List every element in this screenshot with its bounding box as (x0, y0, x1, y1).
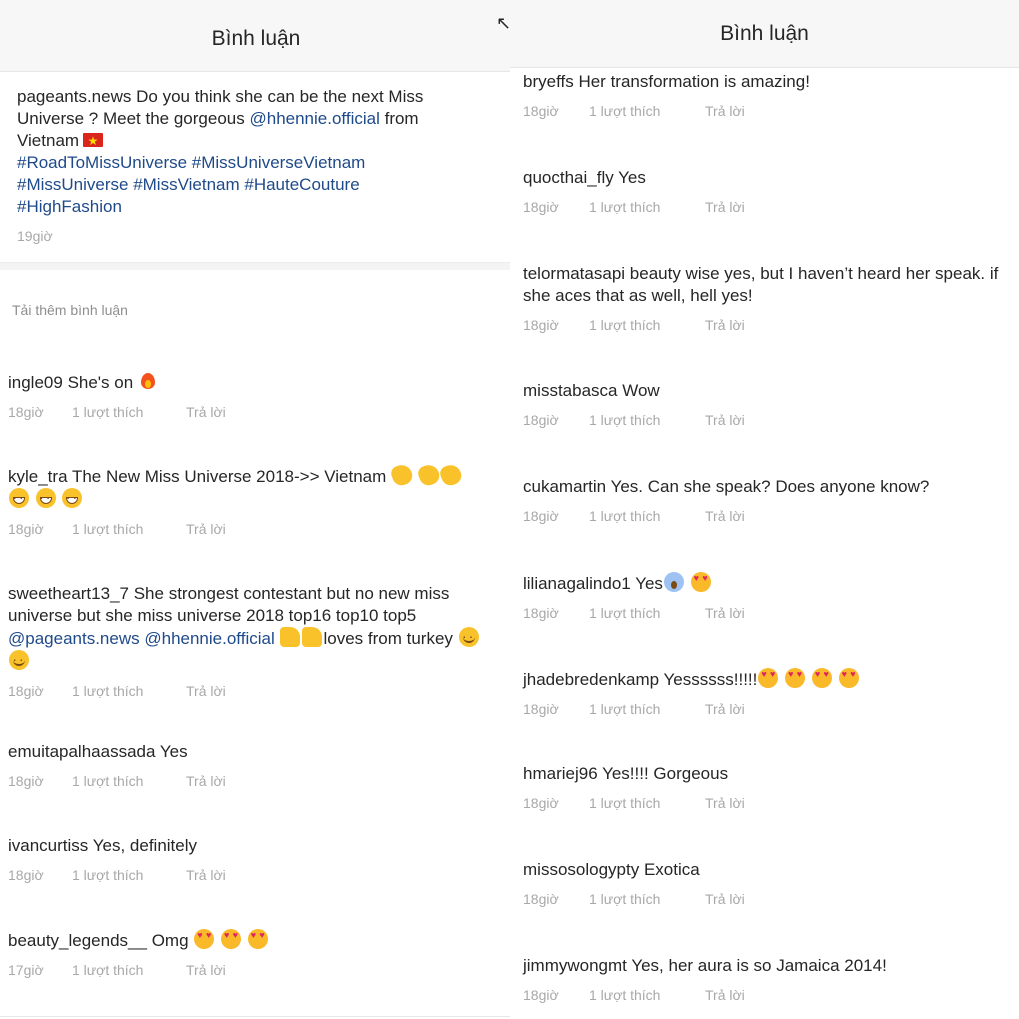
comment-timestamp: 18giờ (523, 508, 559, 524)
thumbs-up-emoji-icon (302, 627, 322, 647)
reply-button[interactable]: Trả lời (705, 317, 745, 333)
comment-username[interactable]: beauty_legends__ (8, 931, 147, 950)
reply-button[interactable]: Trả lời (186, 867, 226, 883)
reply-button[interactable]: Trả lời (705, 508, 745, 524)
comment-username[interactable]: telormatasapi (523, 264, 626, 283)
comment-text: Omg (151, 931, 189, 950)
header-title: Bình luận (720, 22, 809, 45)
comment-text: She's on (67, 373, 134, 392)
comment-timestamp: 18giờ (8, 867, 44, 883)
vietnam-flag-icon (83, 133, 103, 147)
reply-button[interactable]: Trả lời (705, 412, 745, 428)
reply-button[interactable]: Trả lời (705, 795, 745, 811)
comment-text: Yes, definitely (92, 836, 198, 855)
comment-text-after: loves from turkey (323, 629, 453, 648)
comment-username[interactable]: bryeffs (523, 72, 574, 91)
header-title: Bình luận (211, 27, 301, 50)
caption-hashtags[interactable]: #HighFashion (17, 197, 122, 216)
comment-timestamp: 18giờ (523, 412, 559, 428)
comment-likes[interactable]: 1 lượt thích (589, 508, 661, 524)
comment-timestamp: 18giờ (8, 521, 44, 537)
comment-text: Yes (618, 168, 646, 187)
comment-likes[interactable]: 1 lượt thích (589, 103, 661, 119)
comment-likes[interactable]: 1 lượt thích (589, 317, 661, 333)
comment-item (523, 263, 1008, 334)
grin-emoji-icon (62, 488, 82, 508)
comment-item (8, 741, 488, 790)
comment-text: Yes (635, 574, 663, 593)
comment-text: Yes, her aura is so Jamaica 2014! (631, 956, 887, 975)
comment-item (8, 583, 488, 700)
caption-hashtags[interactable]: #RoadToMissUniverse #MissUniverseVietnam (17, 153, 366, 172)
heart-eyes-emoji-icon (812, 668, 832, 688)
comment-item (523, 668, 1008, 718)
heart-eyes-emoji-icon (194, 929, 214, 949)
smile-emoji-icon (459, 627, 479, 647)
comment-item (8, 835, 488, 884)
heart-eyes-emoji-icon (839, 668, 859, 688)
divider (0, 1016, 512, 1017)
caption-mention[interactable]: @hhennie.official (249, 109, 380, 128)
comment-likes[interactable]: 1 lượt thích (72, 962, 144, 978)
comment-text: She strongest contestant but no new miss universe but she miss universe 2018 top16 top10 top5 (8, 584, 450, 625)
comment-timestamp: 18giờ (8, 404, 44, 420)
reply-button[interactable]: Trả lời (705, 199, 745, 215)
caption-hashtags[interactable]: #MissUniverse #MissVietnam #HauteCouture (17, 175, 360, 194)
post-caption (17, 86, 467, 218)
comment-username[interactable]: ingle09 (8, 373, 63, 392)
comment-mention[interactable]: @hhennie.official (144, 629, 275, 648)
comment-timestamp: 18giờ (523, 103, 559, 119)
heart-eyes-emoji-icon (758, 668, 778, 688)
smile-emoji-icon (9, 650, 29, 670)
comment-likes[interactable]: 1 lượt thích (589, 605, 661, 621)
reply-button[interactable]: Trả lời (186, 521, 226, 537)
comment-username[interactable]: lilianagalindo1 (523, 574, 631, 593)
comment-item (523, 859, 1008, 908)
comment-likes[interactable]: 1 lượt thích (72, 773, 144, 789)
thumbs-up-emoji-icon (280, 627, 300, 647)
reply-button[interactable]: Trả lời (186, 962, 226, 978)
caption-timestamp: 19giờ (17, 228, 53, 244)
right-comments-panel (510, 0, 1019, 1019)
comment-item (523, 167, 1008, 216)
grin-emoji-icon (9, 488, 29, 508)
comment-likes[interactable]: 1 lượt thích (589, 987, 661, 1003)
comment-username[interactable]: ivancurtiss (8, 836, 89, 855)
reply-button[interactable]: Trả lời (705, 891, 745, 907)
comment-text: The New Miss Universe 2018->> Vietnam (71, 467, 387, 486)
comment-item (523, 955, 1008, 1004)
comment-likes[interactable]: 1 lượt thích (72, 404, 144, 420)
comment-username[interactable]: jhadebredenkamp (523, 670, 660, 689)
clap-emoji-icon (438, 462, 464, 488)
comment-text: Her transformation is amazing! (578, 72, 810, 91)
comment-text: Yes. Can she speak? Does anyone know? (610, 477, 930, 496)
heart-eyes-emoji-icon (248, 929, 268, 949)
reply-button[interactable]: Trả lời (705, 701, 745, 717)
reply-button[interactable]: Trả lời (186, 773, 226, 789)
comment-username[interactable]: quocthai_fly (523, 168, 614, 187)
caption-text: Do you think she can be the next Miss Universe ? Meet the gorgeous (17, 87, 424, 128)
comment-likes[interactable]: 1 lượt thích (589, 701, 661, 717)
reply-button[interactable]: Trả lời (705, 103, 745, 119)
comment-text: Wow (622, 381, 660, 400)
comment-username[interactable]: missosologypty (523, 860, 640, 879)
comments-header (0, 0, 512, 72)
comment-item (523, 71, 1008, 120)
comment-timestamp: 18giờ (523, 891, 559, 907)
scream-emoji-icon (664, 572, 684, 592)
heart-eyes-emoji-icon (691, 572, 711, 592)
fire-emoji-icon (139, 371, 157, 391)
comment-username[interactable]: jimmywongmt (523, 956, 627, 975)
comment-item (8, 371, 488, 421)
reply-button[interactable]: Trả lời (186, 404, 226, 420)
comment-item (8, 465, 488, 538)
comment-likes[interactable]: 1 lượt thích (72, 521, 144, 537)
load-more-comments-button[interactable]: Tải thêm bình luận (12, 302, 128, 318)
clap-emoji-icon (389, 462, 415, 488)
comment-item (8, 929, 488, 979)
clap-emoji-icon (416, 462, 442, 488)
comment-text: beauty wise yes, but I haven’t heard her speak. if she aces that as well, hell yes! (523, 264, 999, 305)
comment-item (523, 476, 1008, 525)
comment-likes[interactable]: 1 lượt thích (72, 683, 144, 699)
comment-text: Exotica (643, 860, 700, 879)
reply-button[interactable]: Trả lời (705, 987, 745, 1003)
comment-likes[interactable]: 1 lượt thích (589, 199, 661, 215)
comment-text: Yes!!!! Gorgeous (602, 764, 729, 783)
comment-username[interactable]: sweetheart13_7 (8, 584, 129, 603)
divider (0, 262, 512, 270)
comment-likes[interactable]: 1 lượt thích (589, 891, 661, 907)
comment-timestamp: 18giờ (523, 199, 559, 215)
comment-timestamp: 17giờ (8, 962, 44, 978)
comment-text: Yes (159, 742, 188, 761)
comment-likes[interactable]: 1 lượt thích (589, 795, 661, 811)
comment-mention[interactable]: @pageants.news (8, 629, 140, 648)
grin-emoji-icon (36, 488, 56, 508)
heart-eyes-emoji-icon (785, 668, 805, 688)
heart-eyes-emoji-icon (221, 929, 241, 949)
comment-timestamp: 18giờ (523, 701, 559, 717)
comment-username[interactable]: emuitapalhaassada (8, 742, 156, 761)
back-arrow-icon[interactable]: ↖ (496, 13, 512, 33)
comment-likes[interactable]: 1 lượt thích (589, 412, 661, 428)
comment-username[interactable]: hmariej96 (523, 764, 598, 783)
comment-username[interactable]: kyle_tra (8, 467, 68, 486)
comment-timestamp: 18giờ (523, 605, 559, 621)
comment-item (523, 572, 1008, 622)
comment-timestamp: 18giờ (523, 987, 559, 1003)
comments-header (510, 0, 1019, 68)
comment-username[interactable]: cukamartin (523, 477, 607, 496)
reply-button[interactable]: Trả lời (705, 605, 745, 621)
comment-likes[interactable]: 1 lượt thích (72, 867, 144, 883)
caption-text-2: from Vietnam (17, 109, 419, 150)
comment-text: Yessssss!!!!! (663, 670, 758, 689)
comment-username[interactable]: misstabasca (523, 381, 618, 400)
reply-button[interactable]: Trả lời (186, 683, 226, 699)
comment-item (523, 380, 1008, 429)
comment-timestamp: 18giờ (8, 773, 44, 789)
comment-timestamp: 18giờ (523, 317, 559, 333)
comment-timestamp: 18giờ (523, 795, 559, 811)
comment-item (523, 763, 1008, 812)
caption-username[interactable]: pageants.news (17, 87, 132, 106)
comment-timestamp: 18giờ (8, 683, 44, 699)
